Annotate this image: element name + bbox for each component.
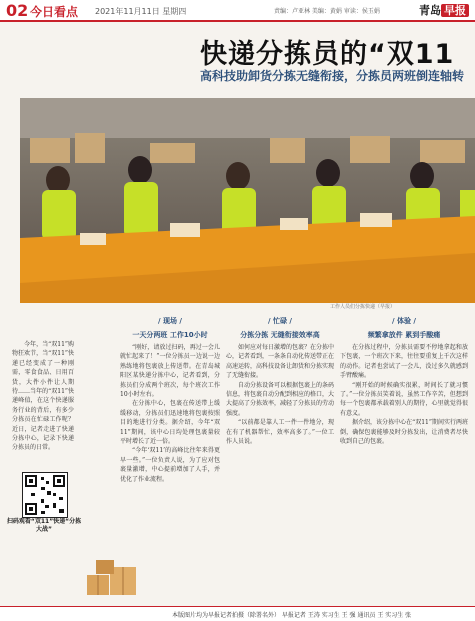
paragraph: 如何应对每日激增的包裹？在分拣中心，记者看到，一条条自动化传送带正在高速运转，高科技设备让卸货和分拣实现了无缝衔接。 bbox=[226, 344, 335, 380]
section-subtitle-busy: 分拣分拣 无缝衔接效率高 bbox=[240, 331, 320, 339]
paragraph: “刚开始的时候确实很累，时间长了就习惯了。”一位分拣员笑着说，虽然工作辛苦，但想到每一个包裹都承载着别人的期待，心里就觉得很有意义。 bbox=[340, 381, 468, 417]
page-number: 02 bbox=[6, 1, 29, 20]
page-footer bbox=[0, 606, 475, 621]
section-label-busy: / 忙碌 / bbox=[268, 317, 292, 325]
newspaper-logo bbox=[419, 2, 469, 18]
parcel-illustration bbox=[82, 555, 142, 600]
paragraph: 在分拣中心，包裹在传送带上缓缓移动，分拣员们迅速地将包裹按照目的地进行分类。据介绍，今年“双11”期间，该中心日均处理包裹量较平时增长了近一倍。 bbox=[120, 400, 220, 446]
qr-code-icon bbox=[23, 473, 67, 517]
section-subtitle-experience: 频繁拿放件 累到手酸痛 bbox=[367, 331, 441, 339]
photo-caption: 工作人员们分拣快递（早报） bbox=[330, 304, 396, 310]
section-label-experience: / 体验 / bbox=[392, 317, 416, 325]
section-label-scene: / 现场 / bbox=[158, 317, 182, 325]
paragraph: “刚好，请放过扫码，再过一会儿就忙起来了！”一位分拣员一边说一边熟练地将包裹放上传送带。在青岛城阳区某快递分拣中心，记者看到，分拣员们分成两个班次，每个班次工作10小时左右。 bbox=[120, 344, 220, 399]
intro-text: 今年，当“双11”购物狂欢节，当“双11”快递已经变成了一种刚需，零食食品、日用百货，大件小件让人期待……当年的“双11”快递峰值，在这个快递服务行业的背后，有多少分拣员在忙碌工作呢？近日，记者走进了快递分拣中心，记录下快递分拣员的日常。 bbox=[12, 341, 74, 452]
section-name: 今日看点 bbox=[30, 5, 79, 19]
paragraph: 据介绍，该分拣中心在“双11”期间实行两班倒，确保包裹能够及时分拣发出，让消费者尽快收到自己的包裹。 bbox=[340, 419, 468, 446]
subheadline: 高科技助卸货分拣无缝衔接，分拣员两班倒连轴转 bbox=[200, 69, 465, 83]
issue-date: 2021年11月11日 星期四 bbox=[95, 7, 187, 16]
paragraph: 自动分拣设备可以根据包裹上的条码信息，将包裹自动分配到相应的格口，大大提高了分拣效率，减轻了分拣员的劳动强度。 bbox=[226, 381, 335, 417]
article-column-3 bbox=[340, 312, 468, 446]
headline: 快递分拣员的“双11 bbox=[200, 39, 455, 70]
paragraph: “以前都是靠人工一件一件地分，现在有了机器帮忙，效率高多了。”一位工作人员说。 bbox=[226, 419, 334, 446]
article-column-1 bbox=[120, 312, 220, 484]
qr-label: 扫码观看“双11”快递“分拣大战” bbox=[6, 518, 82, 533]
logo-suffix: 早报 bbox=[441, 4, 469, 17]
article-column-2 bbox=[226, 312, 334, 446]
article-photo bbox=[20, 98, 475, 303]
section-subtitle-scene: 一天分两班 工作10小时 bbox=[132, 331, 208, 339]
qr-code[interactable] bbox=[22, 472, 68, 518]
editor-credits: 责编：卢亚林 美编：黄娟 审读：侯玉娟 bbox=[274, 8, 380, 15]
paragraph: 在分拣过程中，分拣员需要不停地拿起和放下包裹，一个班次下来，往往要重复上千次这样的动作。记者也尝试了一会儿，没过多久就感到手臂酸痛。 bbox=[340, 344, 468, 380]
parcel-boxes-icon bbox=[82, 555, 142, 600]
footer-credits: 本版图片均为早报记者拍摄（除署名外） 早报记者 王涛 实习生 王 强 通讯员 王 实习生 张 bbox=[172, 612, 412, 619]
paragraph: “今年‘双11’的高峰比往年来得更早一些。”一位负责人说，为了应对包裹量激增，中心提前增加了人手，并优化了作业流程。 bbox=[120, 447, 220, 483]
warehouse-photo-illustration bbox=[20, 98, 475, 303]
masthead bbox=[0, 0, 475, 22]
intro-sidebar bbox=[12, 340, 74, 453]
logo-prefix: 青岛 bbox=[419, 4, 441, 17]
